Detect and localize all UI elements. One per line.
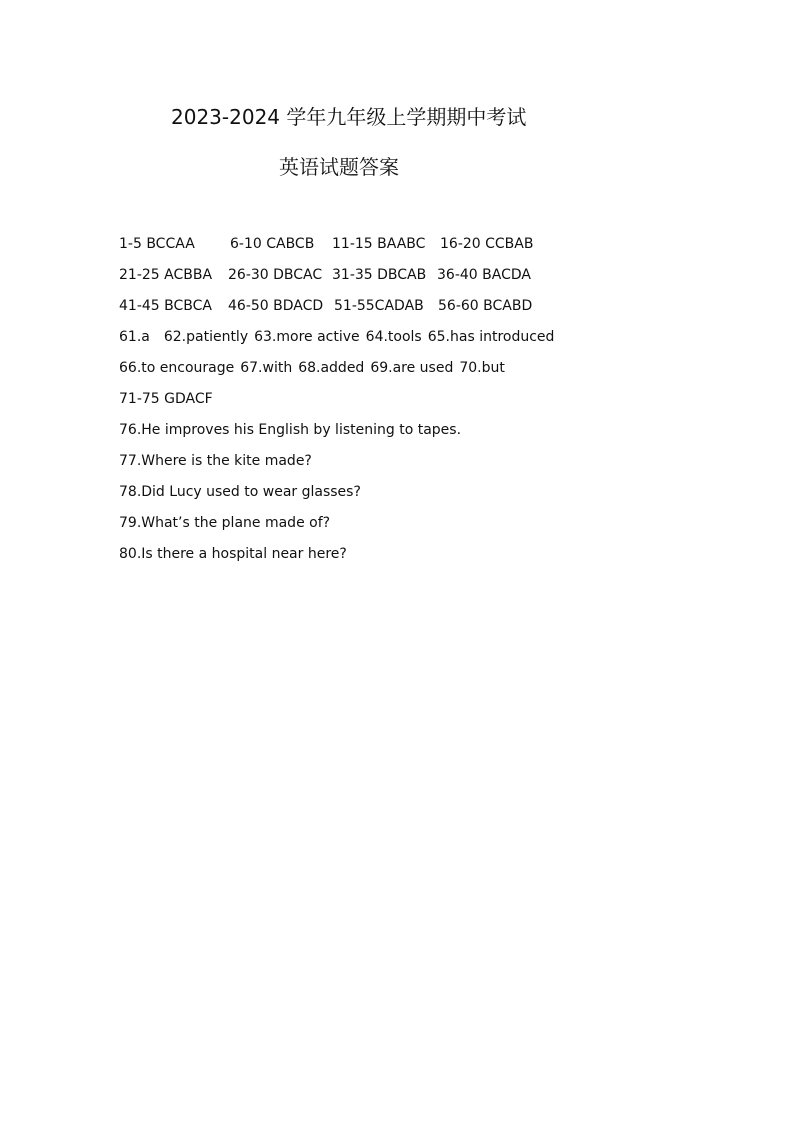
fill-answer: 63.more active xyxy=(254,329,360,345)
answer-list xyxy=(119,234,719,575)
sentence-answer: 77.Where is the kite made? xyxy=(119,453,312,469)
fill-answer: 65.has introduced xyxy=(427,329,555,345)
sentence-answer: 80.Is there a hospital near here? xyxy=(119,546,347,562)
mc-answer-group: 36-40 BACDA xyxy=(437,267,531,283)
fill-answer: 69.are used xyxy=(370,360,454,376)
mc-answer-group: 11-15 BAABC xyxy=(332,236,426,252)
page-title: 2023-2024 学年九年级上学期期中考试 xyxy=(171,105,527,129)
fill-answer-row-2 xyxy=(119,358,719,389)
mc-answer-group: 41-45 BCBCA xyxy=(119,298,212,314)
mc-answer-group: 56-60 BCABD xyxy=(438,298,533,314)
mc-answer-group: 21-25 ACBBA xyxy=(119,267,213,283)
fill-answer: 70.but xyxy=(459,360,505,376)
sentence-answer: 79.What’s the plane made of? xyxy=(119,515,331,531)
fill-answer: 66.to encourage xyxy=(119,360,235,376)
mc-answer-row-3 xyxy=(119,296,719,327)
page-subtitle: 英语试题答案 xyxy=(279,155,399,179)
mc-answer-row-2 xyxy=(119,265,719,296)
mc-answer-group: 26-30 DBCAC xyxy=(228,267,323,283)
mc-answer-group: 31-35 DBCAB xyxy=(332,267,427,283)
sentence-answer: 76.He improves his English by listening to tapes. xyxy=(119,422,462,438)
fill-answer: 68.added xyxy=(298,360,365,376)
mc-answer-group: 16-20 CCBAB xyxy=(440,236,534,252)
fill-answer: 62.patiently xyxy=(163,329,249,345)
match-answer-row: 71-75 GDACF xyxy=(119,391,213,407)
fill-answer: 61.a xyxy=(119,329,150,345)
fill-answer: 67.with xyxy=(240,360,293,376)
mc-answer-group: 51-55CADAB xyxy=(334,298,424,314)
mc-answer-row-1 xyxy=(119,234,719,265)
sentence-answer: 78.Did Lucy used to wear glasses? xyxy=(119,484,361,500)
mc-answer-group: 46-50 BDACD xyxy=(228,298,324,314)
fill-answer-row-1 xyxy=(119,327,719,358)
mc-answer-group: 1-5 BCCAA xyxy=(119,236,195,252)
fill-answer: 64.tools xyxy=(365,329,422,345)
mc-answer-group: 6-10 CABCB xyxy=(230,236,315,252)
